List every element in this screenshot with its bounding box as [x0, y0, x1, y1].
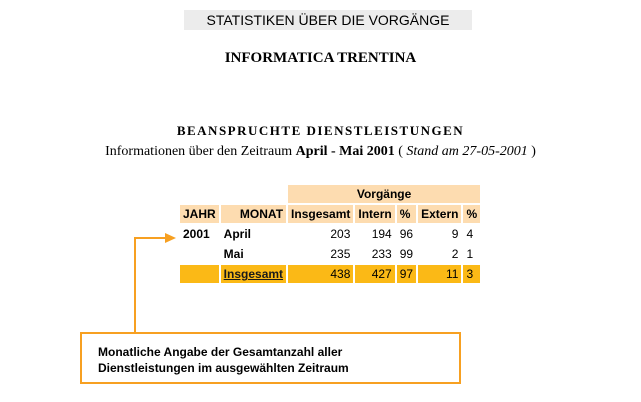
section-title: BEANSPRUCHTE DIENSTLEISTUNGEN	[176, 123, 465, 138]
stand-open: (	[398, 144, 403, 159]
col-header-jahr: JAHR	[180, 205, 219, 223]
callout-line-2: Dienstleistungen im ausgewählten Zeitraum	[98, 361, 349, 375]
group-header-vorgaenge: Vorgänge	[288, 185, 480, 203]
row-month: April	[223, 227, 252, 241]
organization-name: INFORMATICA TRENTINA	[224, 50, 417, 66]
callout-text	[98, 344, 349, 376]
total-intern-pct: 97	[397, 265, 416, 283]
row-total: 235	[330, 247, 351, 261]
col-header-intern-pct: %	[397, 205, 416, 223]
col-header-extern: Extern	[418, 205, 461, 223]
row-extern-pct: 4	[466, 227, 474, 241]
callout-box	[80, 332, 461, 384]
row-intern-pct: 96	[399, 227, 414, 241]
row-month: Mai	[223, 247, 244, 261]
row-extern-pct: 1	[466, 247, 474, 261]
total-extern: 11	[418, 265, 461, 283]
row-intern-pct: 99	[399, 247, 414, 261]
col-header-intern: Intern	[355, 205, 394, 223]
total-intern: 427	[355, 265, 394, 283]
row-extern: 2	[451, 247, 459, 261]
row-extern: 9	[451, 227, 459, 241]
row-intern: 233	[371, 247, 392, 261]
page-title: STATISTIKEN ÜBER DIE VORGÄNGE	[184, 10, 472, 30]
total-sum: 438	[288, 265, 353, 283]
period-range: April - Mai 2001	[295, 144, 395, 159]
col-header-extern-pct: %	[463, 205, 480, 223]
callout-line-1: Monatliche Angabe der Gesamtanzahl aller	[98, 345, 343, 359]
stand-close: )	[531, 144, 536, 159]
total-extern-pct: 3	[463, 265, 480, 283]
col-header-insgesamt: Insgesamt	[288, 205, 353, 223]
row-year: 2001	[183, 227, 210, 241]
row-total: 203	[330, 227, 351, 241]
info-prefix: Informationen über den Zeitraum	[105, 144, 293, 159]
stand-date: Stand am 27-05-2001	[406, 144, 528, 159]
total-link[interactable]: Insgesamt	[221, 265, 286, 283]
col-header-monat: MONAT	[221, 205, 286, 223]
row-intern: 194	[371, 227, 392, 241]
